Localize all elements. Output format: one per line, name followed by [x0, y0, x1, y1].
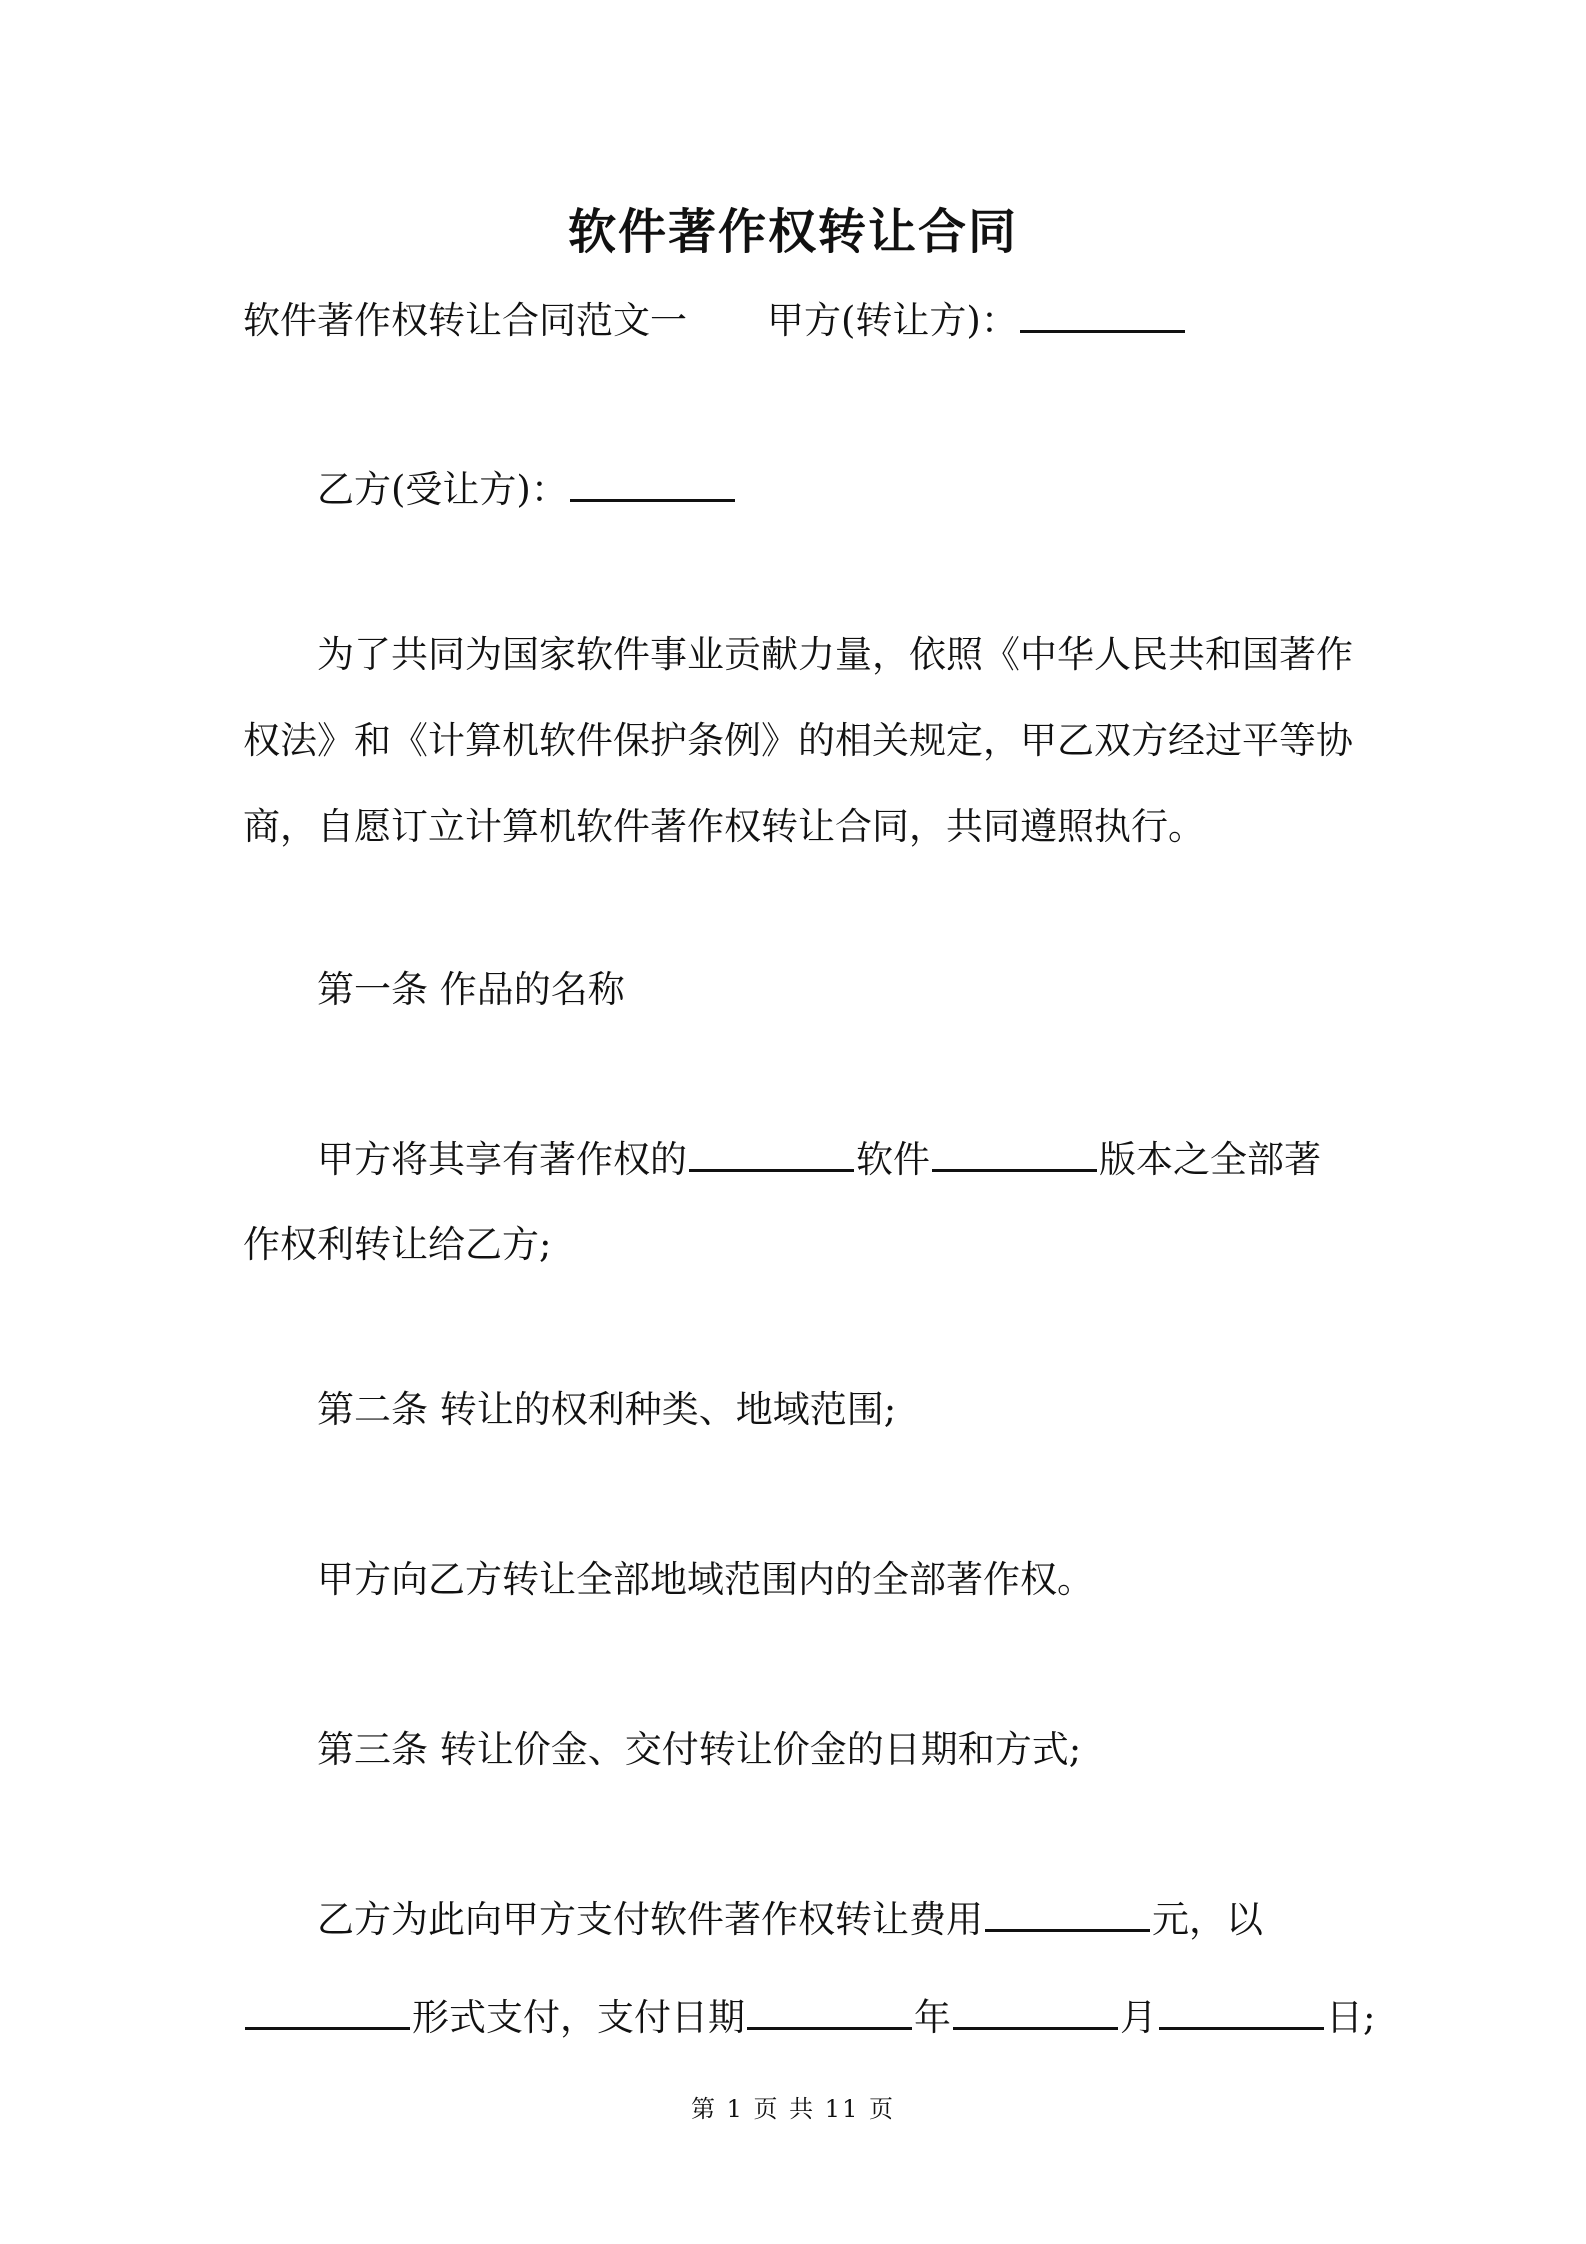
- party-a-label: 甲方(转让方)：: [767, 299, 1018, 342]
- party-b-label: 乙方(受让方)：: [317, 468, 568, 511]
- document-title: 软件著作权转让合同: [567, 204, 1018, 260]
- article3-line2: [243, 1993, 1375, 2043]
- article3-line1: [317, 1895, 1263, 1945]
- subtitle: 软件著作权转让合同范文一: [243, 299, 687, 342]
- intro-paragraph: 为了共同为国家软件事业贡献力量，依照《中华人民共和国著作权法》和《计算机软件保护条例》的相关规定，甲乙双方经过平等协商，自愿订立计算机软件著作权转让合同，共同遵照执行。: [243, 633, 1353, 848]
- article1-text-b: 软件: [856, 1138, 930, 1181]
- software-name-blank: [689, 1139, 854, 1172]
- article3-text-d: 年: [914, 1996, 951, 2039]
- article3-text-b: 元，以: [1152, 1898, 1263, 1941]
- article2-heading: 第二条 转让的权利种类、地域范围;: [317, 1388, 897, 1431]
- article3-text-f: 日;: [1326, 1996, 1376, 2039]
- article1-text-a: 甲方将其享有著作权的: [317, 1138, 687, 1181]
- article3-heading: 第三条 转让价金、交付转让价金的日期和方式;: [317, 1728, 1082, 1771]
- fee-blank: [985, 1899, 1150, 1932]
- article2-text: 甲方向乙方转让全部地域范围内的全部著作权。: [317, 1558, 1094, 1601]
- subtitle-line: [243, 296, 1187, 346]
- month-blank: [953, 1997, 1118, 2030]
- payment-form-blank: [245, 1997, 410, 2030]
- page-footer: 第 1 页 共 11 页: [691, 2095, 895, 2123]
- article1-line2: 作权利转让给乙方;: [243, 1223, 552, 1266]
- party-b-blank: [570, 469, 735, 502]
- version-blank: [932, 1139, 1097, 1172]
- article3-text-e: 月: [1120, 1996, 1157, 2039]
- article1-line1: [317, 1135, 1321, 1185]
- day-blank: [1159, 1997, 1324, 2030]
- article3-text-a: 乙方为此向甲方支付软件著作权转让费用: [317, 1898, 983, 1941]
- article1-heading: 第一条 作品的名称: [317, 968, 625, 1011]
- party-a-blank: [1020, 300, 1185, 333]
- party-b-line: [317, 465, 737, 515]
- article1-text-c: 版本之全部著: [1099, 1138, 1321, 1181]
- article3-text-c: 形式支付，支付日期: [412, 1996, 745, 2039]
- year-blank: [747, 1997, 912, 2030]
